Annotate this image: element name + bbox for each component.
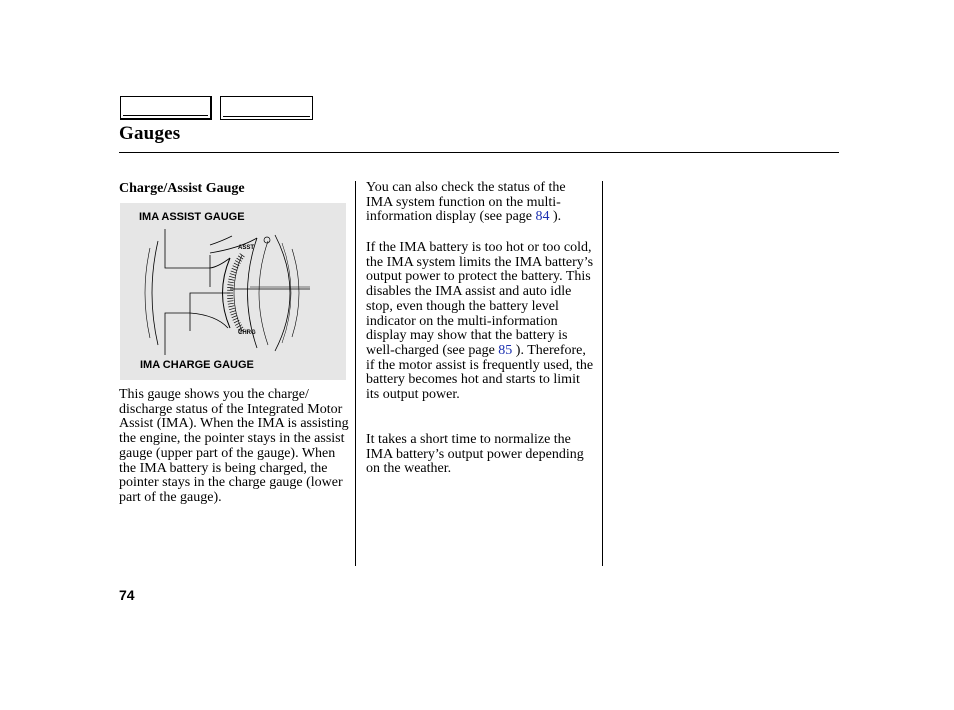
nav-button-2[interactable] xyxy=(220,96,313,120)
column2-paragraph-1 xyxy=(366,181,594,225)
nav-button-1[interactable] xyxy=(120,96,212,120)
column2-p1-end: ). xyxy=(553,209,562,225)
chrg-text: CHRG xyxy=(238,330,256,336)
nav-button-1-inner xyxy=(123,115,208,116)
gauge-tick xyxy=(230,274,236,276)
column2-paragraph-2 xyxy=(366,241,594,403)
gauge-tick xyxy=(228,301,234,302)
column2-p2-end: ). Therefore, if the motor assist is frequently used, the battery becomes hot and starts to limit its output power. xyxy=(366,342,594,403)
gauge-tick xyxy=(232,316,238,318)
ima-charge-gauge-label: IMA CHARGE GAUGE xyxy=(140,359,254,371)
gauge-tick xyxy=(228,306,234,307)
page-number: 74 xyxy=(119,587,135,603)
section-subheading: Charge/Assist Gauge xyxy=(119,181,245,196)
gauge-tick xyxy=(229,276,235,278)
nav-button-2-inner xyxy=(223,116,310,117)
gauge-tick xyxy=(227,298,233,299)
gauge-illustration xyxy=(120,203,346,380)
gauge-tick xyxy=(231,271,237,273)
gauge-tick xyxy=(237,325,242,328)
page-link-85[interactable]: 85 xyxy=(498,342,513,358)
ima-assist-gauge-label: IMA ASSIST GAUGE xyxy=(139,211,245,223)
page-title: Gauges xyxy=(119,123,181,144)
gauge-tick xyxy=(240,254,245,258)
asst-text: ASST xyxy=(238,245,255,251)
title-rule xyxy=(119,152,839,153)
column2-paragraph-3: It takes a short time to normalize the IMA battery’s output power depending on the weather. xyxy=(366,432,584,477)
gauge-tick xyxy=(233,318,239,320)
gauge-figure xyxy=(120,203,346,380)
gauge-tick xyxy=(230,311,236,313)
column2-p2-text: If the IMA battery is too hot or too cold, the IMA system limits the IMA battery’s output power to protect the battery. This disables the IMA assist and auto idle stop, even though the battery level indicator on the multi-information display may show that the battery is well-charged (see page xyxy=(366,240,594,358)
gauge-tick xyxy=(228,282,234,283)
column-divider-1 xyxy=(355,181,356,566)
gauge-tick xyxy=(237,258,242,261)
column2-p1-text: You can also check the status of the IMA system function on the multi-information display (see page xyxy=(366,180,566,225)
gauge-tick xyxy=(231,313,237,315)
gauge-tick xyxy=(229,308,235,310)
column1-paragraph: This gauge shows you the charge/ discharge status of the Integrated Motor Assist (IMA). When the IMA is assisting the engine, the pointer stays in the assist gauge (upper part of the gauge). When the IMA battery is being charged, the pointer stays in the charge gauge (lower part of the gauge). xyxy=(119,387,349,505)
page-link-84[interactable]: 84 xyxy=(535,209,550,225)
gauge-tick xyxy=(228,279,234,280)
gauge-tick xyxy=(233,266,239,268)
gauge-tick xyxy=(232,268,238,270)
column-divider-2 xyxy=(602,181,603,566)
gauge-tick xyxy=(228,285,234,286)
gauge-tick xyxy=(227,287,233,288)
gauge-tick xyxy=(228,303,234,304)
